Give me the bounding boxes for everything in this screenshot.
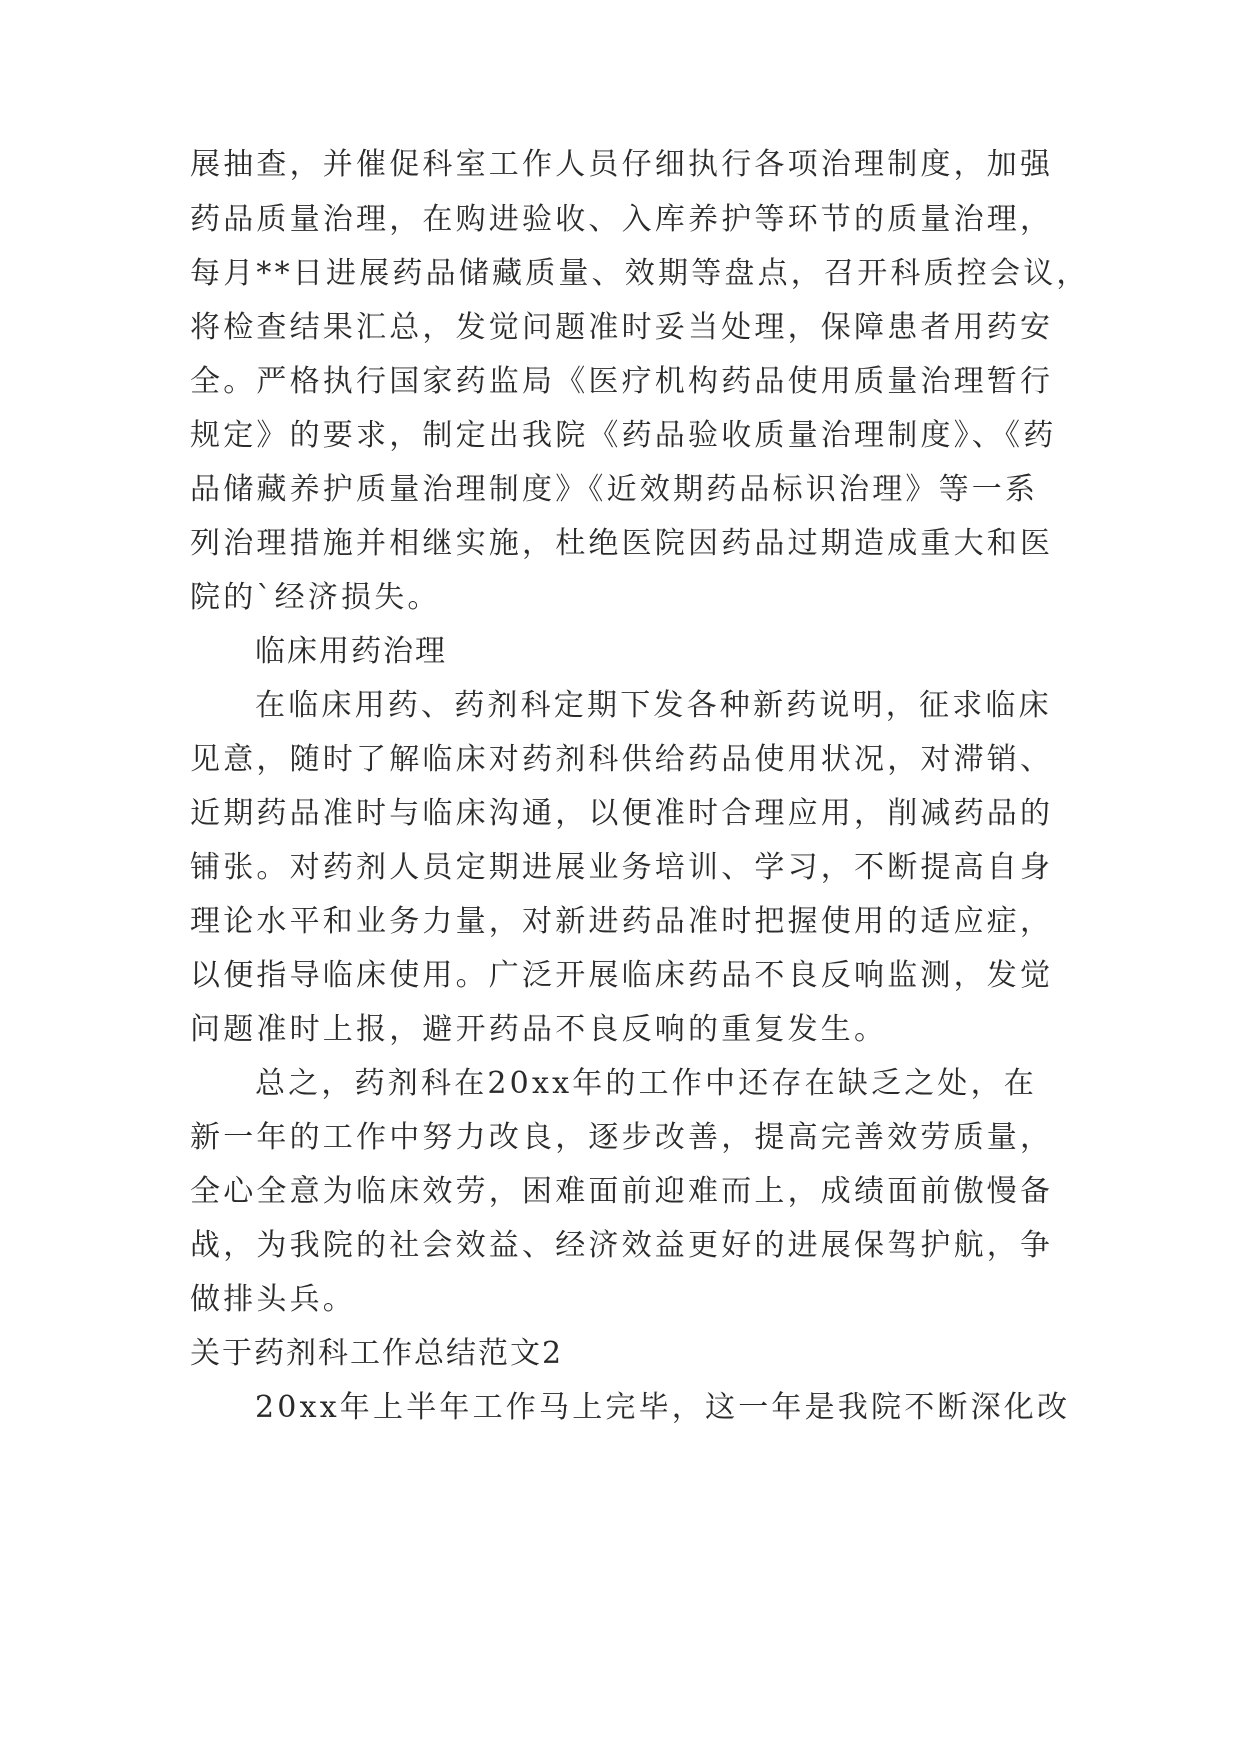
paragraph-line: 做排头兵。 [190,1282,356,1317]
paragraph-line: 展抽查，并催促科室工作人员仔细执行各项治理制度，加强 [190,147,1054,182]
paragraph-line: 每月**日进展药品储藏质量、效期等盘点，召开科质控会议， [190,256,1090,291]
paragraph-line: 近期药品准时与临床沟通，以便准时合理应用，削减药品的 [190,796,1054,831]
paragraph-line: 规定》的要求，制定出我院《药品验收质量治理制度》、《药 [190,418,1057,453]
paragraph-line: 战，为我院的社会效益、经济效益更好的进展保驾护航，争 [190,1228,1054,1263]
paragraph-line: 总之，药剂科在20xx年的工作中还存在缺乏之处，在 [255,1066,1038,1101]
paragraph-line: 铺张。对药剂人员定期进展业务培训、学习，不断提高自身 [190,850,1054,885]
paragraph-line: 院的`经济损失。 [190,580,441,615]
paragraph-line: 理论水平和业务力量，对新进药品准时把握使用的适应症， [190,904,1054,939]
paragraph-line: 列治理措施并相继实施，杜绝医院因药品过期造成重大和医 [190,526,1054,561]
paragraph-line: 以便指导临床使用。广泛开展临床药品不良反响监测，发觉 [190,958,1054,993]
paragraph-line: 新一年的工作中努力改良，逐步改善，提高完善效劳质量， [190,1120,1054,1155]
paragraph-line: 20xx年上半年工作马上完毕，这一年是我院不断深化改 [255,1390,1071,1425]
paragraph-line: 全。严格执行国家药监局《医疗机构药品使用质量治理暂行 [190,364,1054,399]
paragraph-line: 药品质量治理，在购进验收、入库养护等环节的质量治理， [190,202,1054,237]
paragraph-line: 全心全意为临床效劳，困难面前迎难而上，成绩面前傲慢备 [190,1174,1054,1209]
paragraph-line: 见意，随时了解临床对药剂科供给药品使用状况，对滞销、 [190,742,1054,777]
paragraph-line: 品储藏养护质量治理制度》《近效期药品标识治理》等一系 [190,472,1039,507]
section-heading: 临床用药治理 [255,634,447,669]
document-title: 关于药剂科工作总结范文2 [190,1336,564,1371]
paragraph-line: 问题准时上报，避开药品不良反响的重复发生。 [190,1012,888,1047]
paragraph-line: 在临床用药、药剂科定期下发各种新药说明，征求临床 [255,688,1052,723]
paragraph-line: 将检查结果汇总，发觉问题准时妥当处理，保障患者用药安 [190,310,1054,345]
